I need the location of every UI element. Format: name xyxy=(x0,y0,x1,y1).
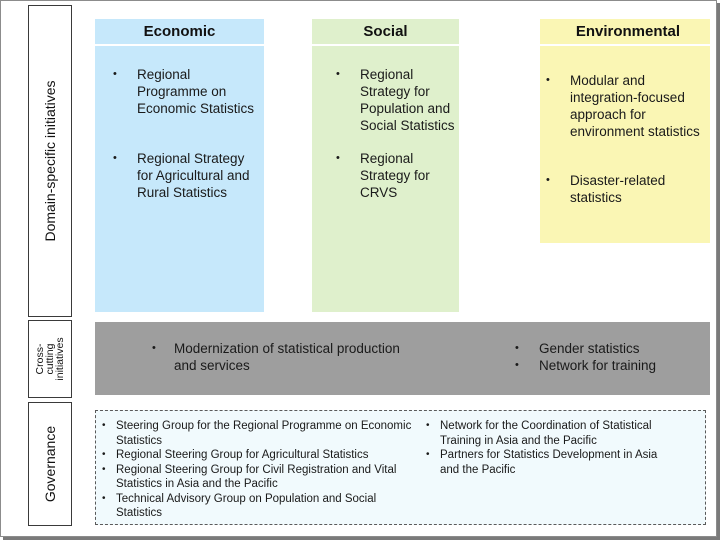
social-item-2: Regional Strategy for CRVS xyxy=(360,151,430,200)
list-item xyxy=(102,492,412,521)
list-item xyxy=(102,448,412,463)
list-item xyxy=(426,419,671,448)
governance-right-item-2: Partners for Statistics Development in Asia and the Pacific xyxy=(440,449,658,476)
governance-left-item-1: Steering Group for the Regional Programme on Economic Statistics xyxy=(116,420,412,447)
domain-specific-label-box xyxy=(28,5,72,317)
bullet-icon: • xyxy=(152,342,156,354)
bullet-icon: • xyxy=(113,152,117,164)
governance-left-list xyxy=(102,419,412,521)
governance-left-item-3: Regional Steering Group for Civil Registration and Vital Statistics in Asia and the Pacific xyxy=(116,463,397,490)
cross-cutting-main: Modernization of statistical production and services xyxy=(174,341,400,373)
bullet-icon: • xyxy=(102,420,106,431)
governance-left-item-2: Regional Steering Group for Agricultural Statistics xyxy=(116,449,369,461)
bullet-icon: • xyxy=(113,68,117,80)
bullet-icon: • xyxy=(515,342,519,354)
economic-column xyxy=(95,46,264,312)
bullet-icon: • xyxy=(515,359,519,371)
list-item xyxy=(426,448,671,477)
list-item xyxy=(152,340,412,374)
bullet-icon: • xyxy=(336,68,340,80)
list-item xyxy=(102,419,412,448)
environmental-item-2: Disaster-related statistics xyxy=(570,173,666,205)
bullet-icon: • xyxy=(426,420,430,431)
list-item xyxy=(336,150,458,201)
bullet-icon: • xyxy=(546,74,550,86)
bullet-icon: • xyxy=(336,152,340,164)
list-item xyxy=(515,357,656,374)
environmental-column xyxy=(540,46,710,243)
social-column xyxy=(312,46,459,312)
environmental-header: Environmental xyxy=(540,19,710,44)
governance-right-item-1: Network for the Coordination of Statistical Training in Asia and the Pacific xyxy=(440,420,652,447)
domain-specific-label: Domain-specific initiatives xyxy=(42,80,58,242)
list-item xyxy=(113,150,258,201)
cross-cutting-label-box xyxy=(28,320,72,398)
bullet-icon: • xyxy=(102,463,106,475)
list-item xyxy=(546,72,706,140)
bullet-icon: • xyxy=(546,174,550,186)
cross-cutting-label: Cross- cutting initiatives xyxy=(34,337,66,381)
list-item xyxy=(102,463,412,492)
bullet-icon: • xyxy=(426,449,430,460)
list-item xyxy=(336,66,458,134)
governance-right-list xyxy=(426,419,671,477)
list-item xyxy=(113,66,258,117)
governance-box xyxy=(95,410,706,525)
list-item xyxy=(515,340,656,357)
governance-left-item-4: Technical Advisory Group on Population and Social Statistics xyxy=(116,492,377,519)
bullet-icon: • xyxy=(102,492,106,504)
economic-header: Economic xyxy=(95,19,264,44)
bullet-icon: • xyxy=(102,449,106,460)
economic-item-2: Regional Strategy for Agricultural and Rural Statistics xyxy=(137,151,250,200)
cross-cutting-item-2: Network for training xyxy=(539,358,657,373)
governance-label: Governance xyxy=(42,425,58,503)
social-header: Social xyxy=(312,19,459,44)
list-item xyxy=(546,172,706,206)
social-item-1: Regional Strategy for Population and Social Statistics xyxy=(360,67,455,133)
governance-label-box xyxy=(28,402,72,526)
economic-item-1: Regional Programme on Economic Statistics xyxy=(137,67,255,116)
cross-cutting-list xyxy=(515,340,656,374)
cross-cutting-band xyxy=(95,322,710,395)
cross-cutting-item-1: Gender statistics xyxy=(539,341,640,356)
environmental-item-1: Modular and integration-focused approach for environment statistics xyxy=(570,73,700,139)
